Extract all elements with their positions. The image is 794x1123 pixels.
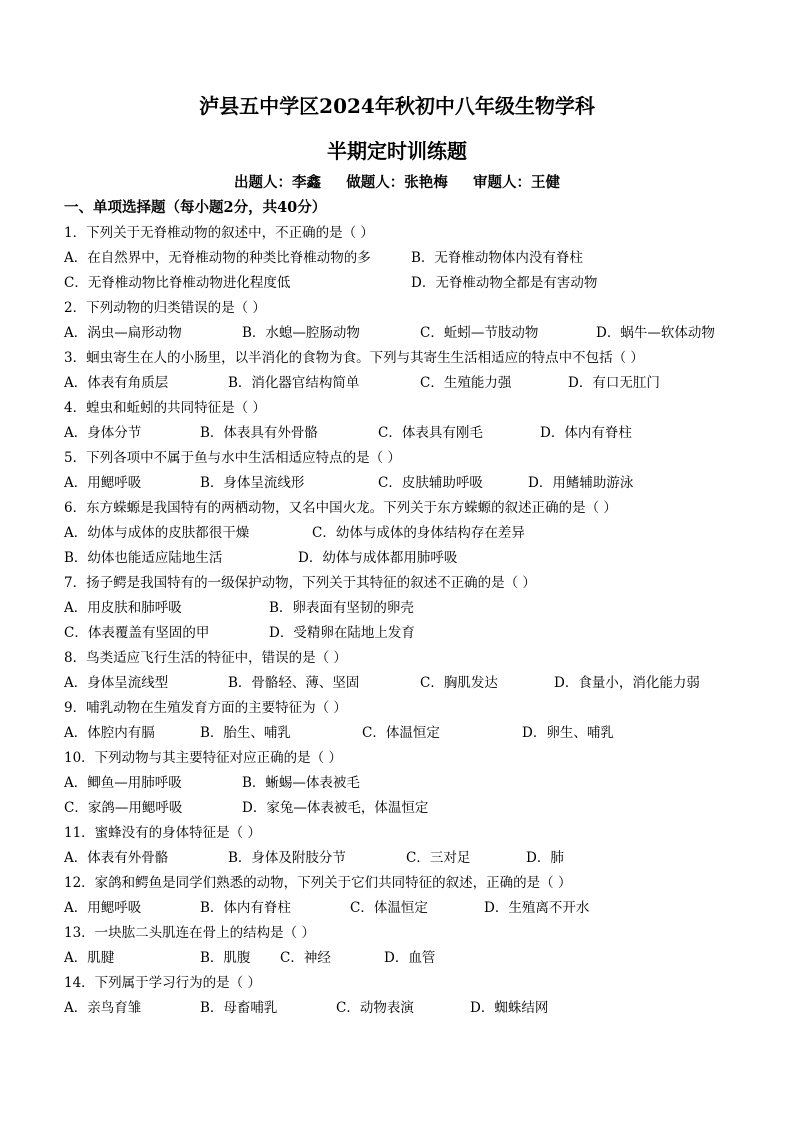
answer-option: C．皮肤辅助呼吸 [378, 475, 483, 491]
answer-option: B．身体呈流线形 [200, 475, 305, 491]
option-row [64, 774, 744, 799]
answer-option: B．身体及附肢分节 [228, 850, 346, 866]
question-stem: 12．家鸽和鳄鱼是同学们熟悉的动物，下列关于它们共同特征的叙述，正确的是（ ） [64, 875, 572, 891]
answer-option: D．肺 [526, 850, 564, 866]
option-row [64, 899, 744, 924]
question-list [64, 224, 744, 1024]
answer-option: D．蜘蛛结网 [470, 1000, 549, 1016]
section-heading: 一、单项选择题（每小题2分，共40分） [64, 199, 327, 216]
author-line: 出题人：李鑫 做题人：张艳梅 审题人：王健 [234, 174, 560, 191]
option-row [64, 324, 744, 349]
answer-option: A．用鳃呼吸 [64, 475, 142, 491]
option-row [64, 949, 744, 974]
answer-option: A．用皮肤和肺呼吸 [64, 600, 182, 616]
answer-option: A．体表有角质层 [64, 375, 169, 391]
answer-option: C．生殖能力强 [420, 375, 512, 391]
answer-option: C．幼体与成体的身体结构存在差异 [312, 525, 525, 541]
question-stem: 5．下列各项中不属于鱼与水中生活相适应特点的是（ ） [64, 450, 401, 466]
question-stem: 10．下列动物与其主要特征对应正确的是（ ） [64, 750, 342, 766]
answer-option: A．用鳃呼吸 [64, 900, 142, 916]
answer-option: D．体内有脊柱 [540, 425, 632, 441]
option-row [64, 849, 744, 874]
answer-option: C．三对足 [406, 850, 471, 866]
answer-option: B．肌腹 [200, 950, 251, 966]
answer-option: A．亲鸟育雏 [64, 1000, 142, 1016]
answer-option: B．体内有脊柱 [200, 900, 291, 916]
option-row [64, 999, 744, 1024]
option-row [64, 249, 744, 274]
answer-option: D．幼体与成体都用肺呼吸 [298, 550, 458, 566]
answer-option: C．体表覆盖有坚固的甲 [64, 625, 210, 641]
question-stem: 14．下列属于学习行为的是（ ） [64, 975, 261, 991]
answer-option: C．动物表演 [336, 1000, 414, 1016]
answer-option: D．无脊椎动物全都是有害动物 [411, 275, 598, 291]
question-stem: 6．东方蝾螈是我国特有的两栖动物，又名中国火龙。下列关于东方蝾螈的叙述正确的是（ ） [64, 500, 617, 516]
answer-option: C．家鸽—用鳃呼吸 [64, 800, 183, 816]
exam-subtitle: 半期定时训练题 [327, 139, 467, 163]
answer-option: C．体温恒定 [350, 900, 428, 916]
answer-option: B．骨骼轻、薄、坚固 [228, 675, 360, 691]
question-stem: 3．蛔虫寄生在人的小肠里，以半消化的食物为食。下列与其寄生生活相适应的特点中不包括（ ） [64, 350, 644, 366]
option-row [64, 599, 744, 624]
answer-option: C．体温恒定 [362, 725, 440, 741]
answer-option: B．消化器官结构简单 [228, 375, 360, 391]
question-stem: 2．下列动物的归类错误的是（ ） [64, 300, 266, 316]
answer-option: C．体表具有刚毛 [378, 425, 483, 441]
answer-option: B．胎生、哺乳 [200, 725, 291, 741]
answer-option: B．卵表面有坚韧的卵壳 [269, 600, 414, 616]
answer-option: B．体表具有外骨骼 [200, 425, 318, 441]
option-row [64, 274, 744, 299]
option-row [64, 674, 744, 699]
answer-option: A．幼体与成体的皮肤都很干燥 [64, 525, 250, 541]
answer-option: A．体表有外骨骼 [64, 850, 169, 866]
answer-option: A．在自然界中，无脊椎动物的种类比脊椎动物的多 [64, 250, 371, 266]
answer-option: B．幼体也能适应陆地生活 [64, 550, 223, 566]
answer-option: D．受精卵在陆地上发育 [269, 625, 415, 641]
answer-option: B．母畜哺乳 [200, 1000, 278, 1016]
question-stem: 7．扬子鳄是我国特有的一级保护动物，下列关于其特征的叙述不正确的是（ ） [64, 575, 536, 591]
answer-option: B．蜥蜴—体表被毛 [242, 775, 360, 791]
option-row [64, 424, 744, 449]
option-row [64, 799, 744, 824]
option-row [64, 724, 744, 749]
question-stem: 8．鸟类适应飞行生活的特征中，错误的是（ ） [64, 650, 347, 666]
question-stem: 11．蜜蜂没有的身体特征是（ ） [64, 825, 261, 841]
option-row [64, 474, 744, 499]
answer-option: D．家兔—体表被毛，体温恒定 [242, 800, 429, 816]
answer-option: B．水螅—腔肠动物 [242, 325, 360, 341]
answer-option: D．蜗牛—软体动物 [596, 325, 715, 341]
answer-option: D．有口无肛门 [568, 375, 660, 391]
option-row [64, 624, 744, 649]
answer-option: D．卵生、哺乳 [522, 725, 614, 741]
answer-option: A．鲫鱼—用肺呼吸 [64, 775, 182, 791]
answer-option: A．涡虫—扁形动物 [64, 325, 182, 341]
question-stem: 1．下列关于无脊椎动物的叙述中，不正确的是（ ） [64, 225, 374, 241]
answer-option: D．血管 [384, 950, 436, 966]
answer-option: C．蚯蚓—节肢动物 [420, 325, 539, 341]
option-row [64, 374, 744, 399]
answer-option: C．神经 [280, 950, 331, 966]
answer-option: D．生殖离不开水 [484, 900, 590, 916]
exam-title: 泸县五中学区2024年秋初中八年级生物学科 [199, 94, 595, 118]
answer-option: D．食量小，消化能力弱 [554, 675, 700, 691]
question-stem: 13．一块肱二头肌连在骨上的结构是（ ） [64, 925, 315, 941]
answer-option: C．无脊椎动物比脊椎动物进化程度低 [64, 275, 291, 291]
answer-option: D．用鳍辅助游泳 [528, 475, 634, 491]
answer-option: B．无脊椎动物体内没有脊柱 [411, 250, 583, 266]
answer-option: A．身体分节 [64, 425, 142, 441]
option-row [64, 549, 744, 574]
answer-option: A．体腔内有膈 [64, 725, 155, 741]
question-stem: 4．蝗虫和蚯蚓的共同特征是（ ） [64, 400, 266, 416]
question-stem: 9．哺乳动物在生殖发育方面的主要特征为（ ） [64, 700, 347, 716]
answer-option: A．肌腱 [64, 950, 115, 966]
answer-option: A．身体呈流线型 [64, 675, 169, 691]
option-row [64, 524, 744, 549]
answer-option: C．胸肌发达 [420, 675, 498, 691]
